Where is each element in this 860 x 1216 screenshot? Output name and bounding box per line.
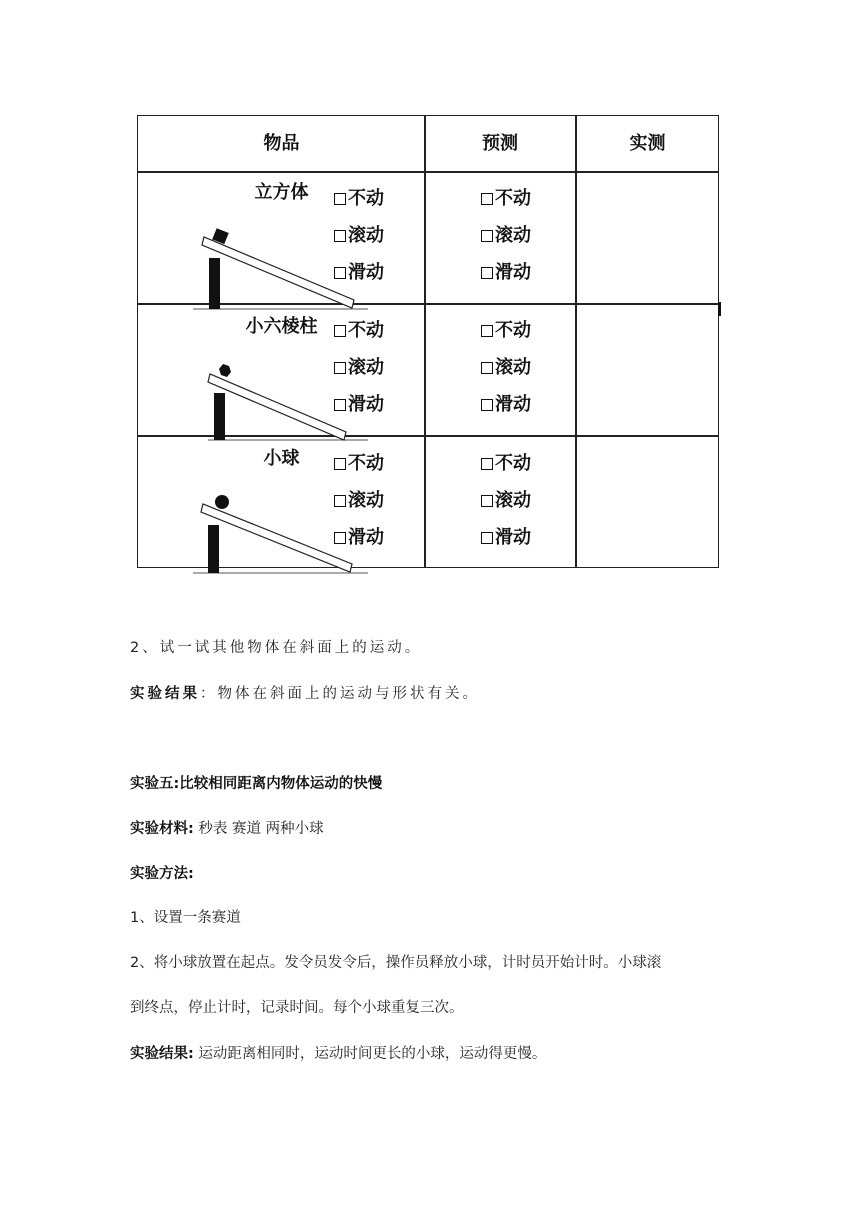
- checkbox-icon[interactable]: [481, 458, 493, 470]
- checkbox-icon[interactable]: [481, 325, 493, 337]
- checkbox-icon[interactable]: [481, 362, 493, 374]
- header-item: 物品: [263, 133, 300, 154]
- item-name-cube: 立方体: [254, 182, 309, 203]
- table-border-artifact: [718, 302, 721, 316]
- prediction-option-sliding[interactable]: 滑动: [334, 262, 384, 284]
- checkbox-icon[interactable]: [334, 325, 346, 337]
- item-name-hexagonal-prism: 小六棱柱: [245, 316, 318, 337]
- prediction-option-rolling[interactable]: 滚动: [334, 225, 384, 247]
- checkbox-icon[interactable]: [481, 267, 493, 279]
- header-prediction: 预测: [482, 133, 518, 154]
- actual-option-sliding[interactable]: 滑动: [481, 262, 531, 284]
- method-step-2-line-2: 到终点，停止计时，记录时间。每个小球重复三次。: [130, 1000, 464, 1016]
- checkbox-icon[interactable]: [334, 532, 346, 544]
- method-step-2-line-1: 2、将小球放置在起点。发令员发令后，操作员释放小球，计时员开始计时。小球滚: [130, 955, 662, 971]
- prediction-option-stationary[interactable]: 不动: [334, 453, 384, 475]
- checkbox-icon[interactable]: [481, 532, 493, 544]
- result-1-text: ：物体在斜面上的运动与形状有关。: [200, 686, 480, 702]
- actual-option-stationary[interactable]: 不动: [481, 453, 531, 475]
- materials: [130, 817, 324, 838]
- try-other-objects-text: 2、试一试其他物体在斜面上的运动。: [130, 640, 423, 656]
- result-2-label: 实验结果:: [130, 1046, 194, 1062]
- actual-option-rolling[interactable]: 滚动: [481, 225, 531, 247]
- item-name-ball: 小球: [263, 448, 300, 469]
- experiment-5-title: 实验五:比较相同距离内物体运动的快慢: [130, 776, 383, 792]
- result-2: [130, 1042, 546, 1063]
- materials-text: 秒表 赛道 两种小球: [193, 821, 324, 837]
- actual-option-rolling[interactable]: 滚动: [481, 357, 531, 379]
- prediction-option-rolling[interactable]: 滚动: [334, 490, 384, 512]
- checkbox-icon[interactable]: [334, 267, 346, 279]
- checkbox-icon[interactable]: [481, 399, 493, 411]
- materials-label: 实验材料:: [130, 821, 194, 837]
- checkbox-icon[interactable]: [334, 362, 346, 374]
- actual-option-stationary[interactable]: 不动: [481, 320, 531, 342]
- table-col-divider: [575, 116, 577, 567]
- method-step-1: 1、设置一条赛道: [130, 910, 241, 926]
- checkbox-icon[interactable]: [334, 458, 346, 470]
- prediction-option-stationary[interactable]: 不动: [334, 320, 384, 342]
- actual-option-rolling[interactable]: 滚动: [481, 490, 531, 512]
- slope-experiment-table: [137, 115, 719, 568]
- prediction-option-stationary[interactable]: 不动: [334, 188, 384, 210]
- checkbox-icon[interactable]: [481, 495, 493, 507]
- actual-option-sliding[interactable]: 滑动: [481, 394, 531, 416]
- header-actual: 实测: [629, 133, 666, 154]
- result-1: [130, 682, 480, 703]
- prediction-option-rolling[interactable]: 滚动: [334, 357, 384, 379]
- checkbox-icon[interactable]: [334, 399, 346, 411]
- checkbox-icon[interactable]: [334, 193, 346, 205]
- method-label: 实验方法:: [130, 866, 194, 882]
- result-1-label: 实验结果: [130, 686, 200, 702]
- actual-option-sliding[interactable]: 滑动: [481, 527, 531, 549]
- prediction-option-sliding[interactable]: 滑动: [334, 527, 384, 549]
- actual-option-stationary[interactable]: 不动: [481, 188, 531, 210]
- prediction-option-sliding[interactable]: 滑动: [334, 394, 384, 416]
- checkbox-icon[interactable]: [334, 230, 346, 242]
- checkbox-icon[interactable]: [481, 230, 493, 242]
- checkbox-icon[interactable]: [481, 193, 493, 205]
- result-2-text: 运动距离相同时，运动时间更长的小球，运动得更慢。: [193, 1046, 547, 1062]
- checkbox-icon[interactable]: [334, 495, 346, 507]
